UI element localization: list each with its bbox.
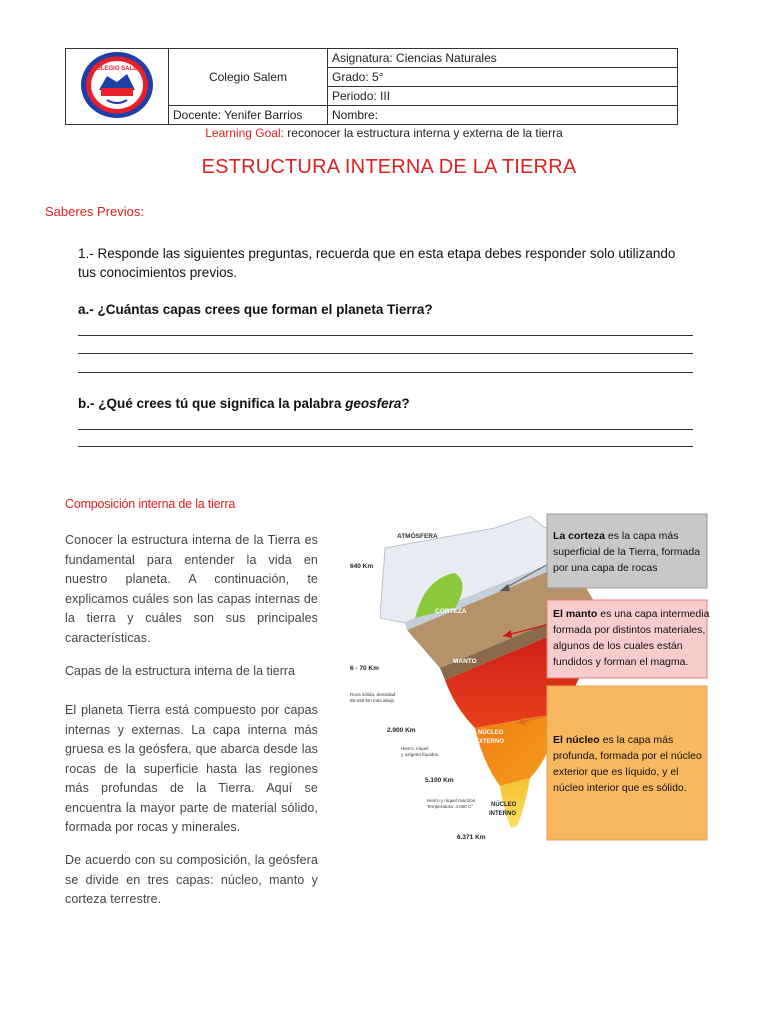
answer-line-a1[interactable]	[78, 335, 693, 336]
label-manto: MANTO	[453, 658, 477, 665]
note-nucleo-2: Temperatura: 4.000 C°	[427, 804, 474, 809]
label-nucleo-interno-2: INTERNO	[489, 811, 516, 817]
earth-layers-diagram	[345, 508, 715, 848]
callout-manto-l3: algunos de los cuales están	[553, 640, 683, 652]
paragraph-division: De acuerdo con su composición, la geósfera se divide en tres capas: núcleo, manto y corteza terrestre.	[65, 853, 318, 906]
callout-corteza-l2: superficial de la Tierra, formada	[553, 546, 701, 558]
grade-cell: Grado: 5°	[328, 68, 678, 87]
learning-goal-label: Learning Goal:	[205, 126, 284, 140]
callout-corteza-l1: La corteza es la capa más	[553, 530, 679, 542]
label-nucleo-externo-2: EXTERNO	[475, 739, 505, 745]
header-table	[65, 48, 678, 125]
question-1: 1.- Responde las siguientes preguntas, recuerda que en esta etapa debes responder solo utilizando tus conocimientos previos.	[78, 246, 676, 280]
page-title: ESTRUCTURA INTERNA DE LA TIERRA	[201, 156, 577, 178]
learning-goal-text: reconocer la estructura interna y externa de la tierra	[283, 126, 563, 140]
label-6-70km: 6 - 70 Km	[350, 665, 379, 672]
saberes-heading: Saberes Previos:	[45, 204, 144, 219]
label-5100km: 5.100 Km	[425, 777, 454, 784]
note-roca-2: 55-150 km más abajo.	[350, 698, 396, 703]
label-nucleo-interno-1: NÚCLEO	[491, 802, 517, 808]
answer-line-a2[interactable]	[78, 353, 693, 354]
callout-manto-l1: El manto es una capa intermedia	[553, 608, 710, 620]
paragraph-intro: Conocer la estructura interna de la Tierra es fundamental para entender la vida en nuestro planeta. A continuación, te explicamos cuáles son las capas internas de la tierra y cuáles son sus principales características.	[65, 533, 318, 645]
label-2900km: 2.900 Km	[387, 727, 416, 734]
note-hierro-2: y oxígeno líquidos.	[401, 752, 440, 757]
callout-nucleo-l3: exterior que es líquido, y el	[553, 766, 679, 778]
name-field[interactable]: Nombre:	[328, 106, 678, 125]
callout-manto-l2: formada por distintos materiales,	[553, 624, 706, 636]
label-corteza: CORTEZA	[435, 608, 467, 615]
label-6371km: 6.371 Km	[457, 834, 486, 841]
answer-line-b1[interactable]	[78, 429, 693, 430]
question-b-suffix: ?	[401, 396, 410, 411]
callout-nucleo-l1: El núcleo es la capa más	[553, 734, 674, 746]
section-title: Composición interna de la tierra	[65, 497, 236, 511]
note-roca-1: Roca sólida, densidad	[350, 692, 396, 697]
learning-goal	[0, 126, 768, 140]
school-name: Colegio Salem	[169, 49, 328, 106]
question-b	[78, 396, 410, 411]
logo-cell	[66, 49, 169, 125]
question-a: a.- ¿Cuántas capas crees que forman el planeta Tierra?	[78, 302, 433, 317]
callout-nucleo-l2: profunda, formada por el núcleo	[553, 750, 702, 762]
note-hierro-1: Hierro, níquel	[401, 746, 429, 751]
question-b-prefix: b.- ¿Qué crees tú que significa la palabra	[78, 396, 346, 411]
subtitle-capas: Capas de la estructura interna de la tierra	[65, 664, 295, 678]
paragraph-geosfera: El planeta Tierra está compuesto por capas internas y externas. La capa interna más gruesa es la geósfera, que abarca desde las rocas de la superficie hasta las regiones más profundas de la Tierra. Aquí se encuentra la mayor parte de material sólido, formada por rocas y minerales.	[65, 703, 318, 834]
subject-cell: Asignatura: Ciencias Naturales	[328, 49, 678, 68]
callout-nucleo-l4: núcleo interior que es sólido.	[553, 782, 687, 794]
answer-line-a3[interactable]	[78, 372, 693, 373]
callout-corteza-l3: por una capa de rocas	[553, 562, 658, 574]
label-atmosfera: ATMÓSFERA	[397, 533, 438, 540]
answer-line-b2[interactable]	[78, 446, 693, 447]
label-nucleo-externo-1: NÚCLEO	[478, 730, 504, 736]
school-logo	[77, 50, 157, 120]
label-640km: 640 Km	[350, 563, 374, 570]
question-b-word: geosfera	[345, 396, 402, 411]
logo-text: COLEGIO SALEM	[91, 66, 143, 72]
callout-manto-l4: fundidos y forman el magma.	[553, 656, 689, 668]
note-nucleo-1: Hierro y níquel macizos	[427, 798, 475, 803]
callout-nucleo-box	[547, 686, 707, 840]
teacher-cell: Docente: Yenifer Barrios	[169, 106, 328, 125]
period-cell: Periodo: III	[328, 87, 678, 106]
